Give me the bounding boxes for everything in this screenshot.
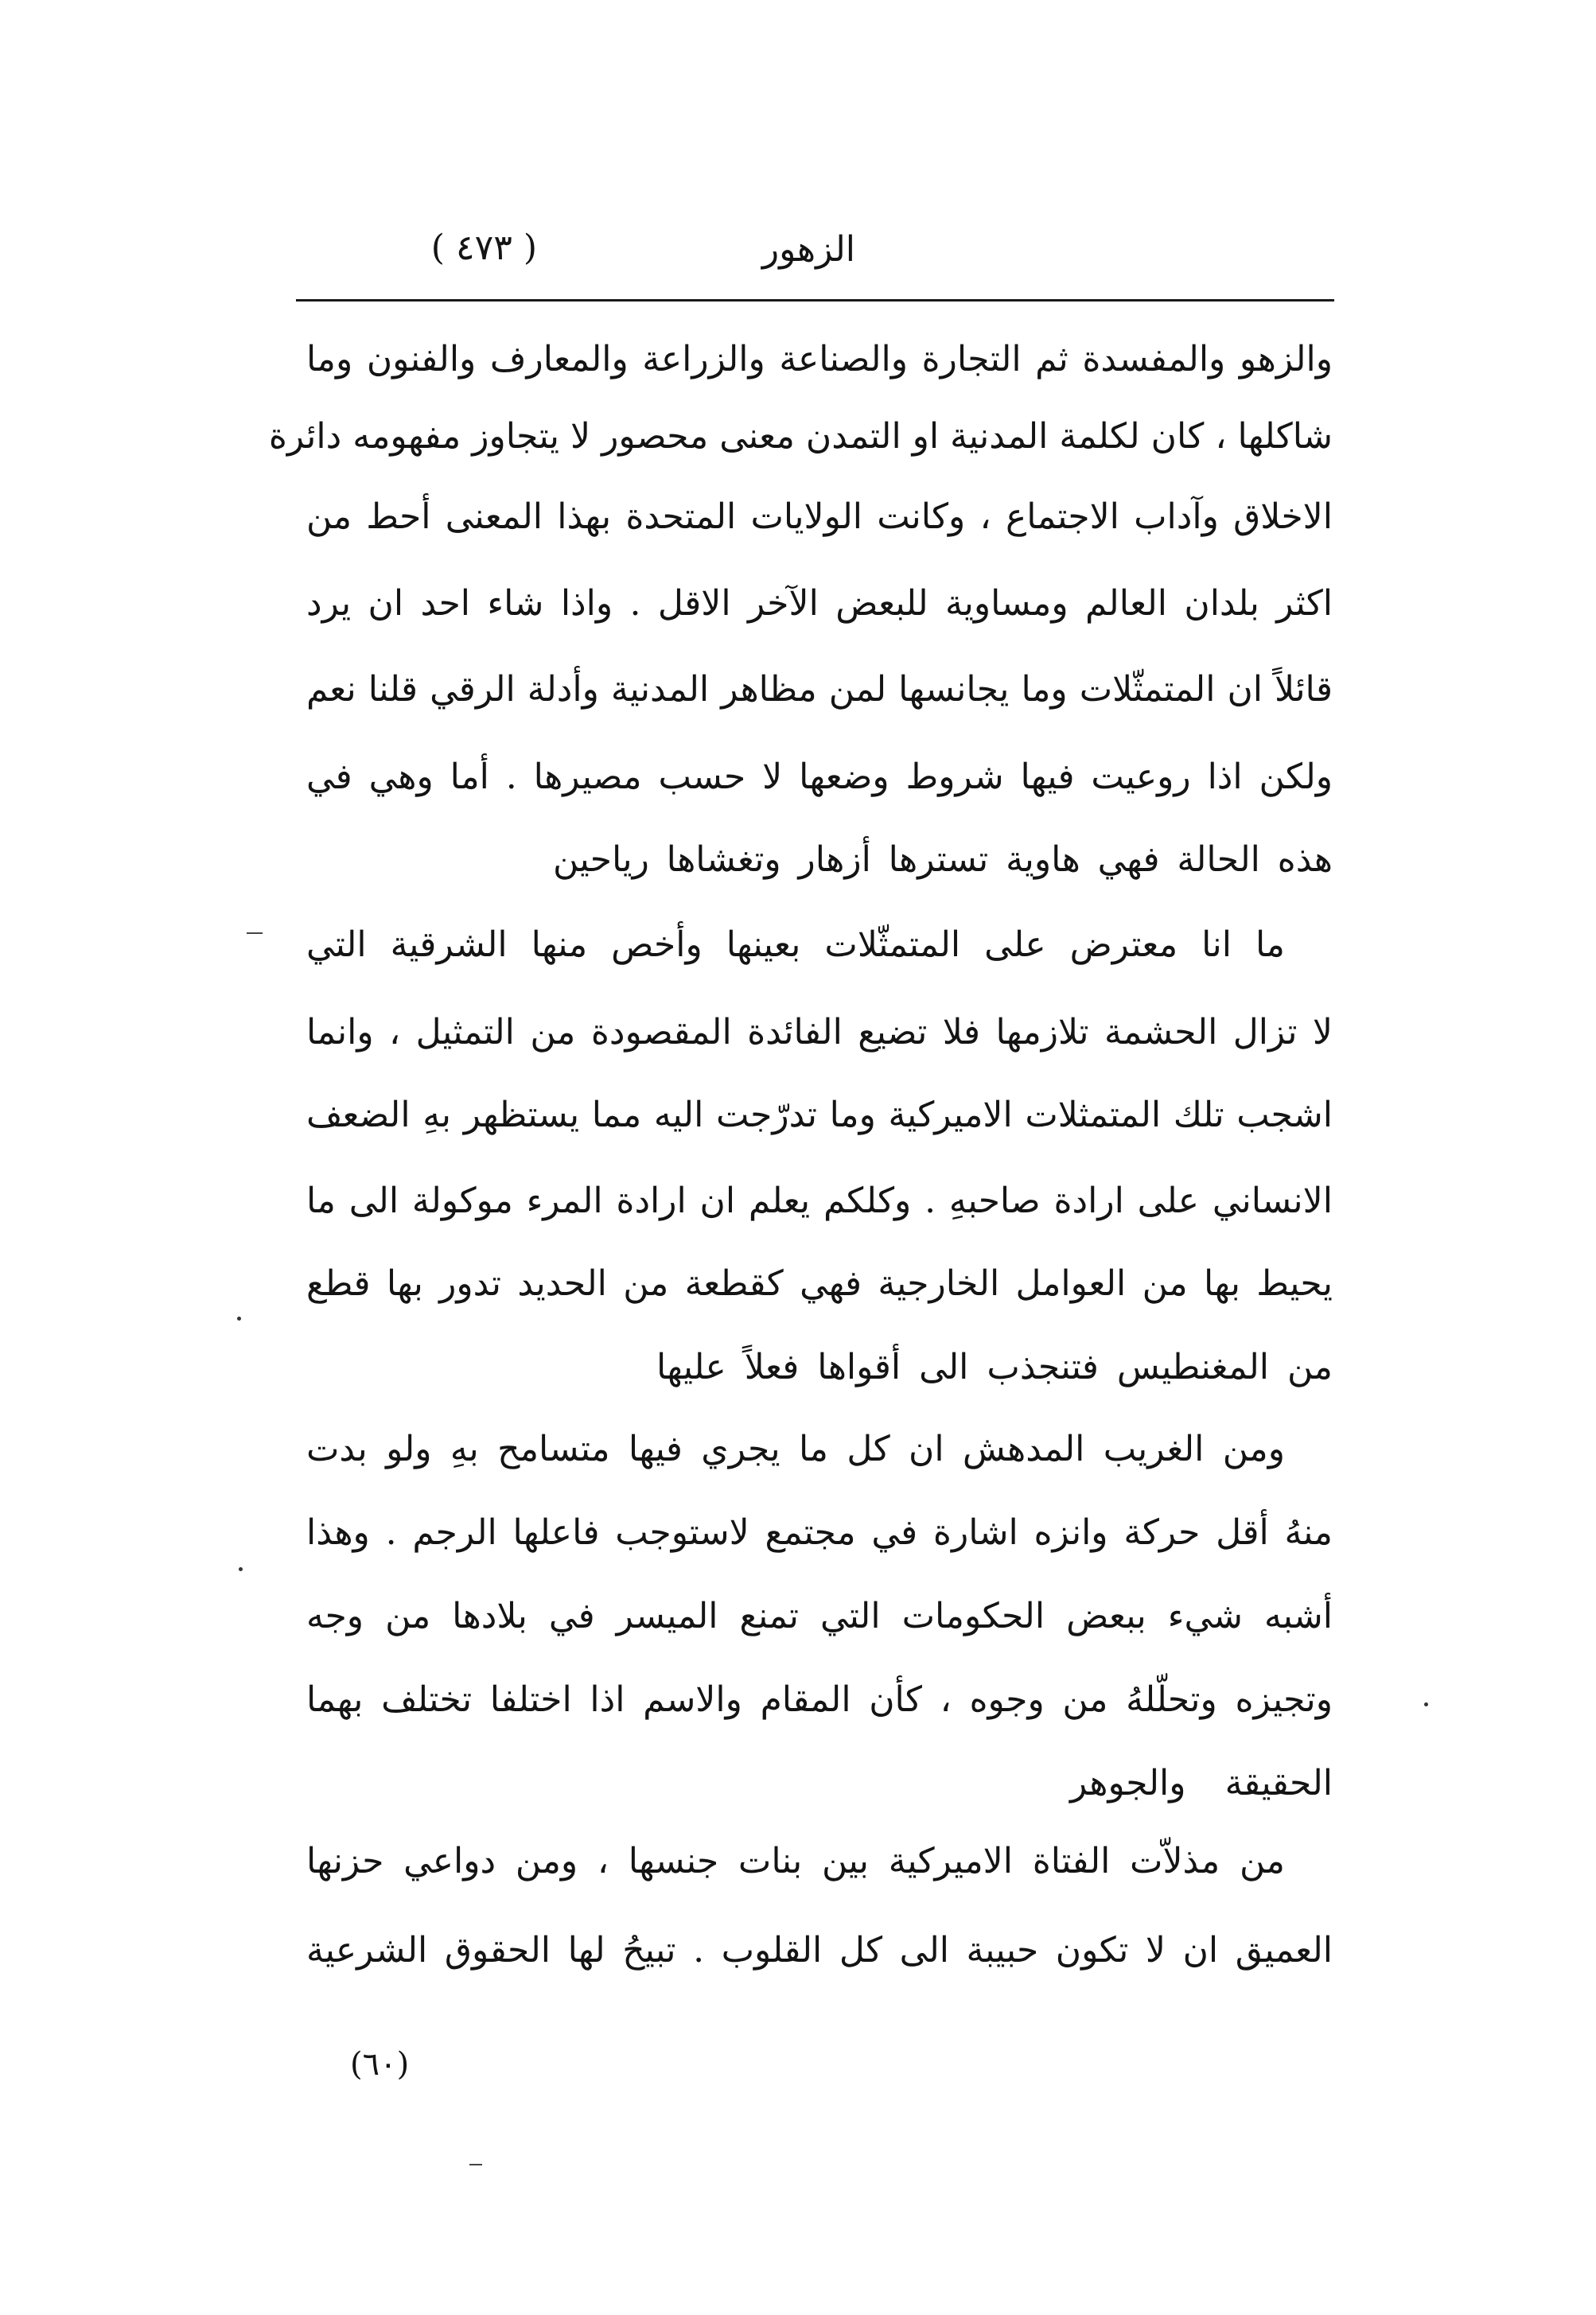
text-line: قائلاً ان المتمثّلات وما يجانسها لمن مظاهر المدنية وأدلة الرقي قلنا نعم — [306, 669, 1333, 710]
text-line: ومن الغريب المدهش ان كل ما يجري فيها متسامح بهِ ولو بدت — [306, 1429, 1285, 1469]
text-line: لا تزال الحشمة تلازمها فلا تضيع الفائدة المقصودة من التمثيل ، وانما — [306, 1012, 1333, 1052]
scan-speck — [237, 1317, 241, 1321]
text-line: والزهو والمفسدة ثم التجارة والصناعة والزراعة والمعارف والفنون وما — [306, 339, 1333, 379]
text-line: منهُ أقل حركة وانزه اشارة في مجتمع لاستوجب فاعلها الرجم . وهذا — [306, 1512, 1333, 1553]
text-line: وتجيزه وتحلّلهُ من وجوه ، كأن المقام والاسم اذا اختلفا تختلف بهما — [306, 1679, 1333, 1720]
text-line: أشبه شيء ببعض الحكومات التي تمنع الميسر في بلادها من وجه — [306, 1596, 1333, 1636]
scan-speck — [469, 2164, 482, 2165]
text-line: الحقيقة والجوهر — [1070, 1763, 1333, 1803]
scan-speck — [1424, 1702, 1428, 1706]
text-line: من مذلاّت الفتاة الاميركية بين بنات جنسها ، ومن دواعي حزنها — [306, 1841, 1286, 1881]
text-line: اكثر بلدان العالم ومساوية للبعض الآخر الاقل . واذا شاء احد ان يرد — [306, 583, 1333, 624]
text-line: العميق ان لا تكون حبيبة الى كل القلوب . تبيحُ لها الحقوق الشرعية — [306, 1930, 1333, 1971]
text-line: شاكلها ، كان لكلمة المدنية او التمدن معنى محصور لا يتجاوز مفهومه دائرة — [268, 416, 1333, 457]
scan-speck — [247, 932, 263, 934]
page-number: ( ٤٧٣ ) — [430, 228, 537, 268]
text-line: الانساني على ارادة صاحبهِ . وكلكم يعلم ان ارادة المرء موكولة الى ما — [306, 1181, 1333, 1221]
running-title: الزهور — [761, 229, 855, 270]
text-line: الاخلاق وآداب الاجتماع ، وكانت الولايات المتحدة بهذا المعنى أحط من — [306, 496, 1333, 537]
text-line: هذه الحالة فهي هاوية تسترها أزهار وتغشاها رياحين — [553, 839, 1333, 880]
scan-speck — [239, 1567, 243, 1571]
text-line: ولكن اذا روعيت فيها شروط وضعها لا حسب مصيرها . أما وهي في — [306, 757, 1333, 797]
text-line: اشجب تلك المتمثلات الاميركية وما تدرّجت اليه مما يستظهر بهِ الضعف — [306, 1095, 1333, 1135]
signature-mark: (٦٠) — [350, 2046, 410, 2083]
text-line: يحيط بها من العوامل الخارجية فهي كقطعة من الحديد تدور بها قطع — [306, 1263, 1333, 1304]
text-line: من المغنطيس فتنجذب الى أقواها فعلاً عليها — [656, 1347, 1333, 1387]
text-line: ما انا معترض على المتمثّلات بعينها وأخص منها الشرقية التي — [306, 924, 1285, 965]
